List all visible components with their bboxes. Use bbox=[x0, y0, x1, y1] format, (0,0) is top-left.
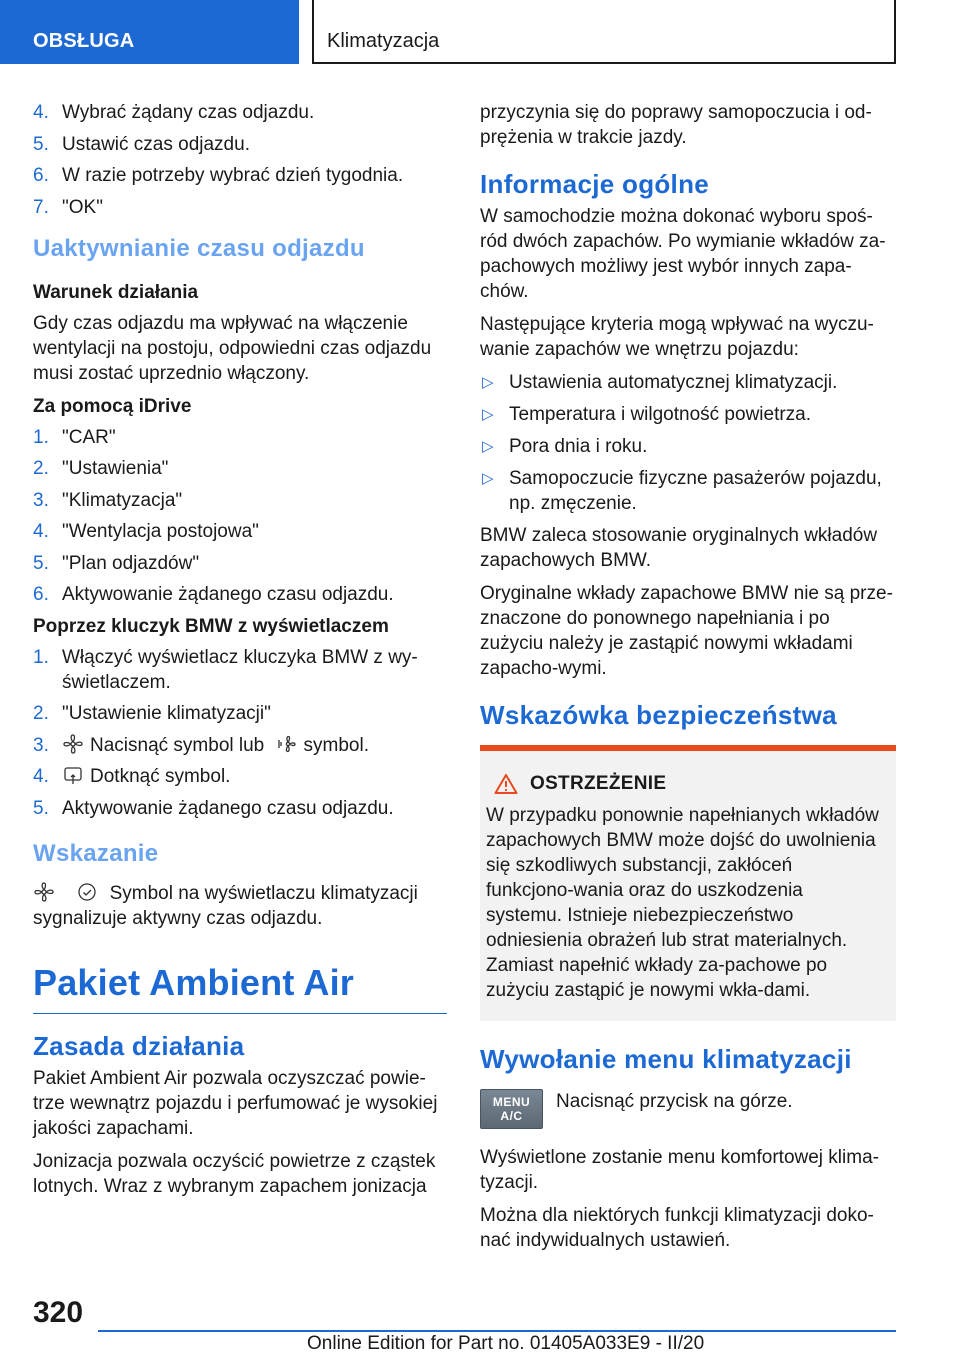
step-text: "CAR" bbox=[62, 426, 116, 448]
list-item bbox=[33, 132, 447, 157]
bullet-text: Ustawienia automatycznej klimatyzacji. bbox=[509, 372, 838, 393]
departure-steps-list bbox=[33, 100, 447, 220]
step-text: Aktywowanie żądanego czasu odjazdu. bbox=[62, 584, 394, 605]
menu-paragraph-2: Można dla niektórych funkcji klimatyzacji doko-nać indywidualnych ustawień. bbox=[480, 1205, 874, 1251]
step-number: 7. bbox=[33, 196, 49, 218]
menu-button-line1: MENU bbox=[492, 1095, 531, 1109]
header-topic-label: Klimatyzacja bbox=[327, 30, 440, 52]
menu-instruction: Nacisnąć przycisk na górze. bbox=[556, 1091, 793, 1112]
bullet-text: Samopoczucie fizyczne pasażerów pojazdu, np. zmęczenie. bbox=[509, 468, 882, 514]
heading-general-info: Informacje ogólne bbox=[480, 169, 710, 199]
fan-icon bbox=[62, 733, 84, 755]
indication-text bbox=[33, 881, 447, 931]
list-item bbox=[33, 425, 447, 450]
right-column bbox=[480, 100, 896, 1261]
step-text: "Ustawienie klimatyzacji" bbox=[62, 703, 271, 724]
idrive-steps-list bbox=[33, 425, 447, 608]
step-number: 1. bbox=[33, 426, 49, 448]
fan-small-icon bbox=[276, 733, 298, 755]
step-number: 6. bbox=[33, 165, 49, 186]
header-topic-box bbox=[312, 0, 896, 64]
criteria-list bbox=[480, 370, 896, 516]
idrive-label: Za pomocą iDrive bbox=[33, 395, 192, 417]
general-paragraph-4: Oryginalne wkłady zapachowe BMW nie są prze-znaczone do ponownego napełniania i po zużyciu należy je zastąpić nowymi wkładami zapacho-wymi. bbox=[480, 583, 893, 679]
warning-triangle-icon bbox=[494, 773, 518, 795]
bullet-text: Pora dnia i roku. bbox=[509, 436, 648, 457]
step-text: Aktywowanie żądanego czasu odjazdu. bbox=[62, 797, 394, 819]
principle-paragraph-2: Jonizacja pozwala oczyścić powietrze z cząstek lotnych. Wraz z wybranym zapachem jonizacja bbox=[33, 1150, 436, 1197]
step-number: 3. bbox=[33, 734, 49, 756]
list-item bbox=[480, 402, 896, 427]
step-text: "Wentylacja postojowa" bbox=[62, 521, 259, 542]
list-item bbox=[33, 488, 447, 513]
general-paragraph-1: W samochodzie można dokonać wyboru spoś-ród dwóch zapachów. Po wymianie wkładów za-pachowych możliwy jest wybór innych zapa-chów. bbox=[480, 206, 886, 302]
step-text: Dotknąć symbol. bbox=[90, 766, 231, 787]
key-steps-list bbox=[33, 645, 447, 821]
list-item bbox=[33, 163, 447, 188]
list-item bbox=[33, 551, 447, 576]
bullet-triangle-icon: ▷ bbox=[482, 406, 494, 423]
principle-paragraph-1: Pakiet Ambient Air pozwala oczyszczać powie-trze wewnątrz pojazdu i perfumować je wysokiej jakości zapachami. bbox=[33, 1067, 438, 1139]
step-number: 5. bbox=[33, 797, 49, 819]
list-item bbox=[33, 645, 447, 695]
step-number: 1. bbox=[33, 646, 49, 668]
bullet-text: Temperatura i wilgotność powietrza. bbox=[509, 404, 812, 425]
step-text: "OK" bbox=[62, 196, 103, 218]
list-item bbox=[480, 370, 896, 395]
left-column bbox=[33, 100, 447, 1207]
list-item bbox=[33, 733, 447, 758]
continued-paragraph: przyczynia się do poprawy samopoczucia i od-prężenia w trakcie jazdy. bbox=[480, 102, 872, 148]
warning-text: W przypadku ponownie napełnianych wkładów zapachowych BMW może dojść do uwolnienia się szkodliwych substancji, zakłóceń funkcjono-wania oraz do uszkodzenia systemu. Istnieje niebezpieczeństwo odniesienia obrażeń lub strat materialnych. Zamiast napełnić wkłady za-pachowe po zużyciu zastąpić je nowymi wkła-dami. bbox=[486, 805, 879, 1001]
step-text: Wybrać żądany czas odjazdu. bbox=[62, 102, 315, 123]
list-item bbox=[33, 796, 447, 821]
page-number: 320 bbox=[33, 1296, 84, 1329]
menu-button-line2: A/C bbox=[500, 1109, 523, 1123]
footer-edition: Online Edition for Part no. 01405A033E9 - II/20 bbox=[307, 1333, 705, 1354]
step-number: 5. bbox=[33, 133, 49, 155]
heading-activate-departure: Uaktywnianie czasu odjazdu bbox=[33, 234, 365, 262]
step-number: 4. bbox=[33, 766, 49, 787]
heading-principle: Zasada działania bbox=[33, 1030, 245, 1061]
step-number: 4. bbox=[33, 521, 49, 542]
footer-divider bbox=[98, 1330, 896, 1332]
list-item bbox=[480, 434, 896, 459]
header-section-label: OBSŁUGA bbox=[33, 30, 135, 52]
menu-paragraph-1: Wyświetlone zostanie menu komfortowej klima-tyzacji. bbox=[480, 1147, 879, 1193]
step-number: 2. bbox=[33, 458, 49, 479]
list-item bbox=[33, 582, 447, 607]
general-paragraph-2: Następujące kryteria mogą wpływać na wyczu-wanie zapachów we wnętrzu pojazdu: bbox=[480, 314, 874, 360]
menu-button-row bbox=[480, 1089, 896, 1129]
bullet-triangle-icon: ▷ bbox=[482, 470, 494, 487]
step-text: W razie potrzeby wybrać dzień tygodnia. bbox=[62, 165, 404, 186]
warning-header bbox=[494, 773, 884, 795]
step-number: 4. bbox=[33, 102, 49, 123]
step-number: 6. bbox=[33, 584, 49, 605]
menu-ac-button bbox=[480, 1089, 543, 1129]
indication-text-content: Symbol na wyświetlaczu klimatyzacji sygnalizuje aktywny czas odjazdu. bbox=[33, 882, 418, 929]
list-item bbox=[33, 100, 447, 125]
list-item bbox=[480, 466, 896, 516]
list-item bbox=[33, 764, 447, 789]
heading-safety: Wskazówka bezpieczeństwa bbox=[480, 700, 837, 730]
step-text: Ustawić czas odjazdu. bbox=[62, 133, 250, 155]
step-text: "Ustawienia" bbox=[62, 458, 169, 479]
chapter-title: Pakiet Ambient Air bbox=[33, 961, 447, 1014]
step-number: 5. bbox=[33, 552, 49, 574]
condition-text: Gdy czas odjazdu ma wpływać na włączenie wentylacji na postoju, odpowiedni czas odjazdu musi zostać uprzednio włączony. bbox=[33, 312, 432, 384]
condition-label: Warunek działania bbox=[33, 281, 199, 303]
step-text: "Klimatyzacja" bbox=[62, 489, 183, 511]
bullet-triangle-icon: ▷ bbox=[482, 438, 494, 455]
heading-indication: Wskazanie bbox=[33, 839, 159, 867]
heading-menu: Wywołanie menu klimatyzacji bbox=[480, 1044, 852, 1074]
warning-title: OSTRZEŻENIE bbox=[530, 773, 667, 794]
bullet-triangle-icon: ▷ bbox=[482, 374, 494, 391]
step-text: symbol. bbox=[303, 734, 369, 756]
header-section-tab bbox=[0, 0, 299, 64]
general-paragraph-3: BMW zaleca stosowanie oryginalnych wkładów zapachowych BMW. bbox=[480, 525, 878, 571]
step-number: 2. bbox=[33, 703, 49, 724]
step-text: Nacisnąć symbol lub bbox=[90, 734, 265, 756]
list-item bbox=[33, 701, 447, 726]
fan-icon bbox=[33, 881, 55, 903]
step-number: 3. bbox=[33, 489, 49, 511]
step-text: "Plan odjazdów" bbox=[62, 552, 200, 574]
key-label: Poprzez kluczyk BMW z wyświetlaczem bbox=[33, 615, 389, 637]
touch-icon bbox=[62, 764, 84, 786]
list-item bbox=[33, 456, 447, 481]
list-item bbox=[33, 195, 447, 220]
warning-box bbox=[480, 745, 896, 1021]
clock-icon bbox=[76, 881, 98, 903]
step-text: Włączyć wyświetlacz kluczyka BMW z wy-świetlaczem. bbox=[62, 646, 418, 693]
list-item bbox=[33, 519, 447, 544]
